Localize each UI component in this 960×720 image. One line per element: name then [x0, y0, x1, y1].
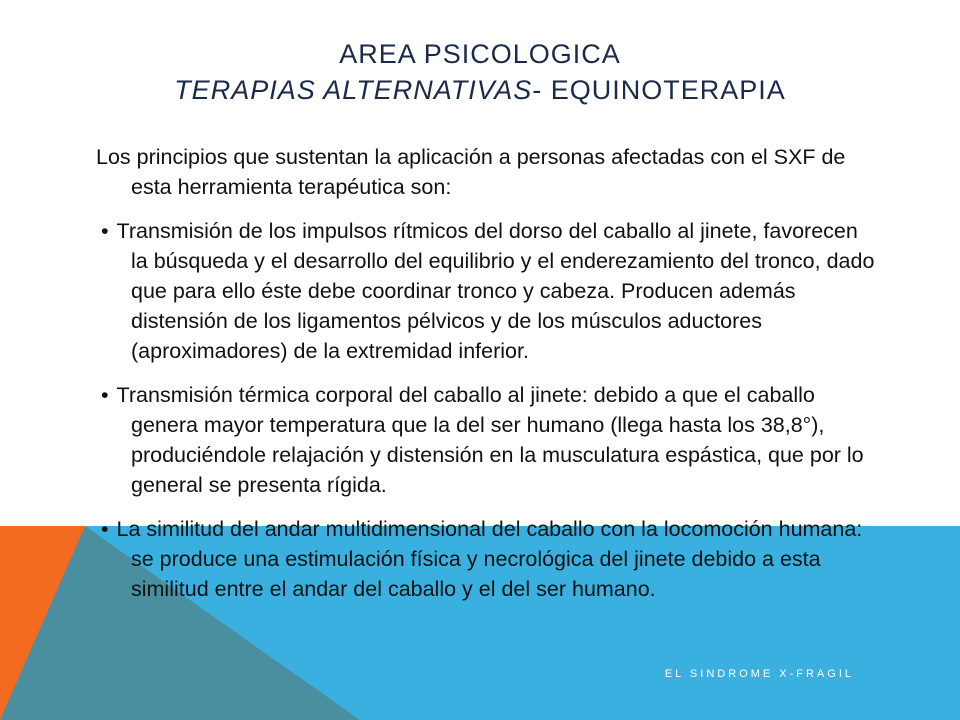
slide-body	[96, 142, 876, 618]
footer-text: EL SINDROME X-FRAGIL	[664, 668, 854, 680]
bullet-item-3	[96, 514, 876, 604]
slide-title	[0, 36, 960, 108]
bullet-text-3: La similitud del andar multidimensional del caballo con la locomoción humana: se produce una estimulación física y necrológica del jinete debido a esta similitud entre el andar del caballo y el del ser humano.	[116, 517, 863, 601]
bullet-dot: •	[101, 219, 109, 243]
title-line-2	[0, 72, 960, 108]
bullet-dot: •	[101, 383, 109, 407]
title-italic-part: TERAPIAS ALTERNATIVAS	[174, 75, 533, 105]
bullet-item-1	[96, 216, 876, 366]
title-line-1: AREA PSICOLOGICA	[339, 39, 621, 69]
bullet-item-2	[96, 380, 876, 500]
bullet-dot: •	[101, 517, 109, 541]
bullet-text-1: Transmisión de los impulsos rítmicos del dorso del caballo al jinete, favorecen la búsqueda y el desarrollo del equilibrio y el enderezamiento del tronco, dado que para ello éste debe coordinar tronco y cabeza. Producen además distensión de los ligamentos pélvicos y de los músculos aductores (aproximadores) de la extremidad inferior.	[116, 219, 875, 363]
title-rest-part: - EQUINOTERAPIA	[532, 75, 786, 105]
bullet-text-2: Transmisión térmica corporal del caballo al jinete: debido a que el caballo genera mayor temperatura que la del ser humano (llega hasta los 38,8°), produciéndole relajación y distensión en la musculatura espástica, que por lo general se presenta rígida.	[116, 383, 864, 497]
intro-paragraph: Los principios que sustentan la aplicación a personas afectadas con el SXF de esta herramienta terapéutica son:	[96, 145, 846, 199]
